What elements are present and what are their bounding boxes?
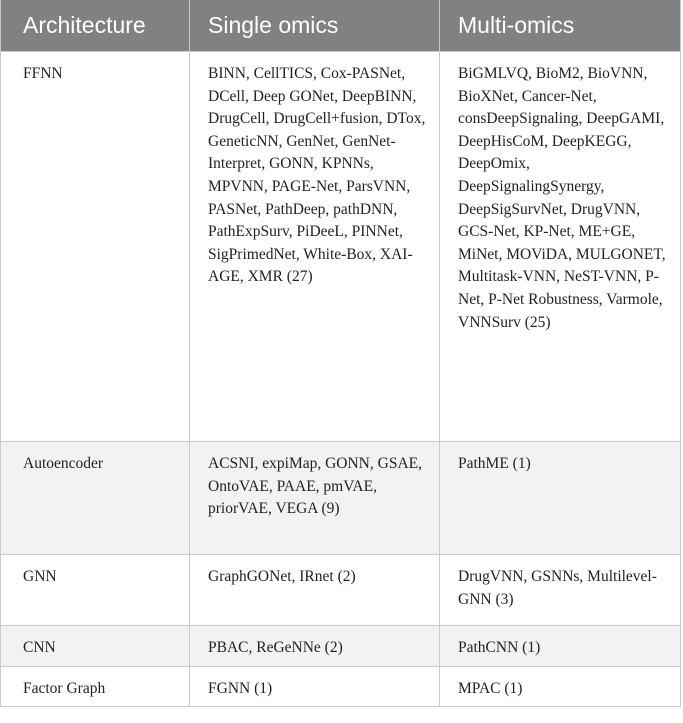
header-architecture: Architecture [1,0,190,52]
multi-omics-cell: PathME (1) [440,442,681,555]
architecture-cell: CNN [1,626,190,667]
header-single-omics: Single omics [190,0,440,52]
table-row [1,442,681,555]
single-omics-cell: PBAC, ReGeNNe (2) [190,626,440,667]
multi-omics-cell: BiGMLVQ, BioM2, BioVNN, BioXNet, Cancer-Net, consDeepSignaling, DeepGAMI, DeepHisCoM, DeepKEGG, DeepOmix, DeepSignalingSynergy, DeepSigSurvNet, DrugVNN, GCS-Net, KP-Net, ME+GE, MiNet, MOViDA, MULGONET, Multitask-VNN, NeST-VNN, P-Net, P-Net Robustness, Varmole, VNNSurv (25) [440,52,681,442]
architecture-cell: GNN [1,555,190,626]
multi-omics-cell: MPAC (1) [440,666,681,707]
table-row [1,666,681,707]
architecture-cell: Autoencoder [1,442,190,555]
table-row [1,626,681,667]
single-omics-cell: GraphGONet, IRnet (2) [190,555,440,626]
header-multi-omics: Multi-omics [440,0,681,52]
multi-omics-cell: PathCNN (1) [440,626,681,667]
single-omics-cell: BINN, CellTICS, Cox-PASNet, DCell, Deep GONet, DeepBINN, DrugCell, DrugCell+fusion, DTox, GeneticNN, GenNet, GenNet-Interpret, GONN, KPNNs, MPVNN, PAGE-Net, ParsVNN, PASNet, PathDeep, pathDNN, PathExpSurv, PiDeeL, PINNet, SigPrimedNet, White-Box, XAI-AGE, XMR (27) [190,52,440,442]
architecture-cell: FFNN [1,52,190,442]
single-omics-cell: FGNN (1) [190,666,440,707]
multi-omics-cell: DrugVNN, GSNNs, Multilevel-GNN (3) [440,555,681,626]
header-row [1,0,681,52]
architecture-cell: Factor Graph [1,666,190,707]
table-row [1,555,681,626]
table-row [1,52,681,442]
single-omics-cell: ACSNI, expiMap, GONN, GSAE, OntoVAE, PAAE, pmVAE, priorVAE, VEGA (9) [190,442,440,555]
